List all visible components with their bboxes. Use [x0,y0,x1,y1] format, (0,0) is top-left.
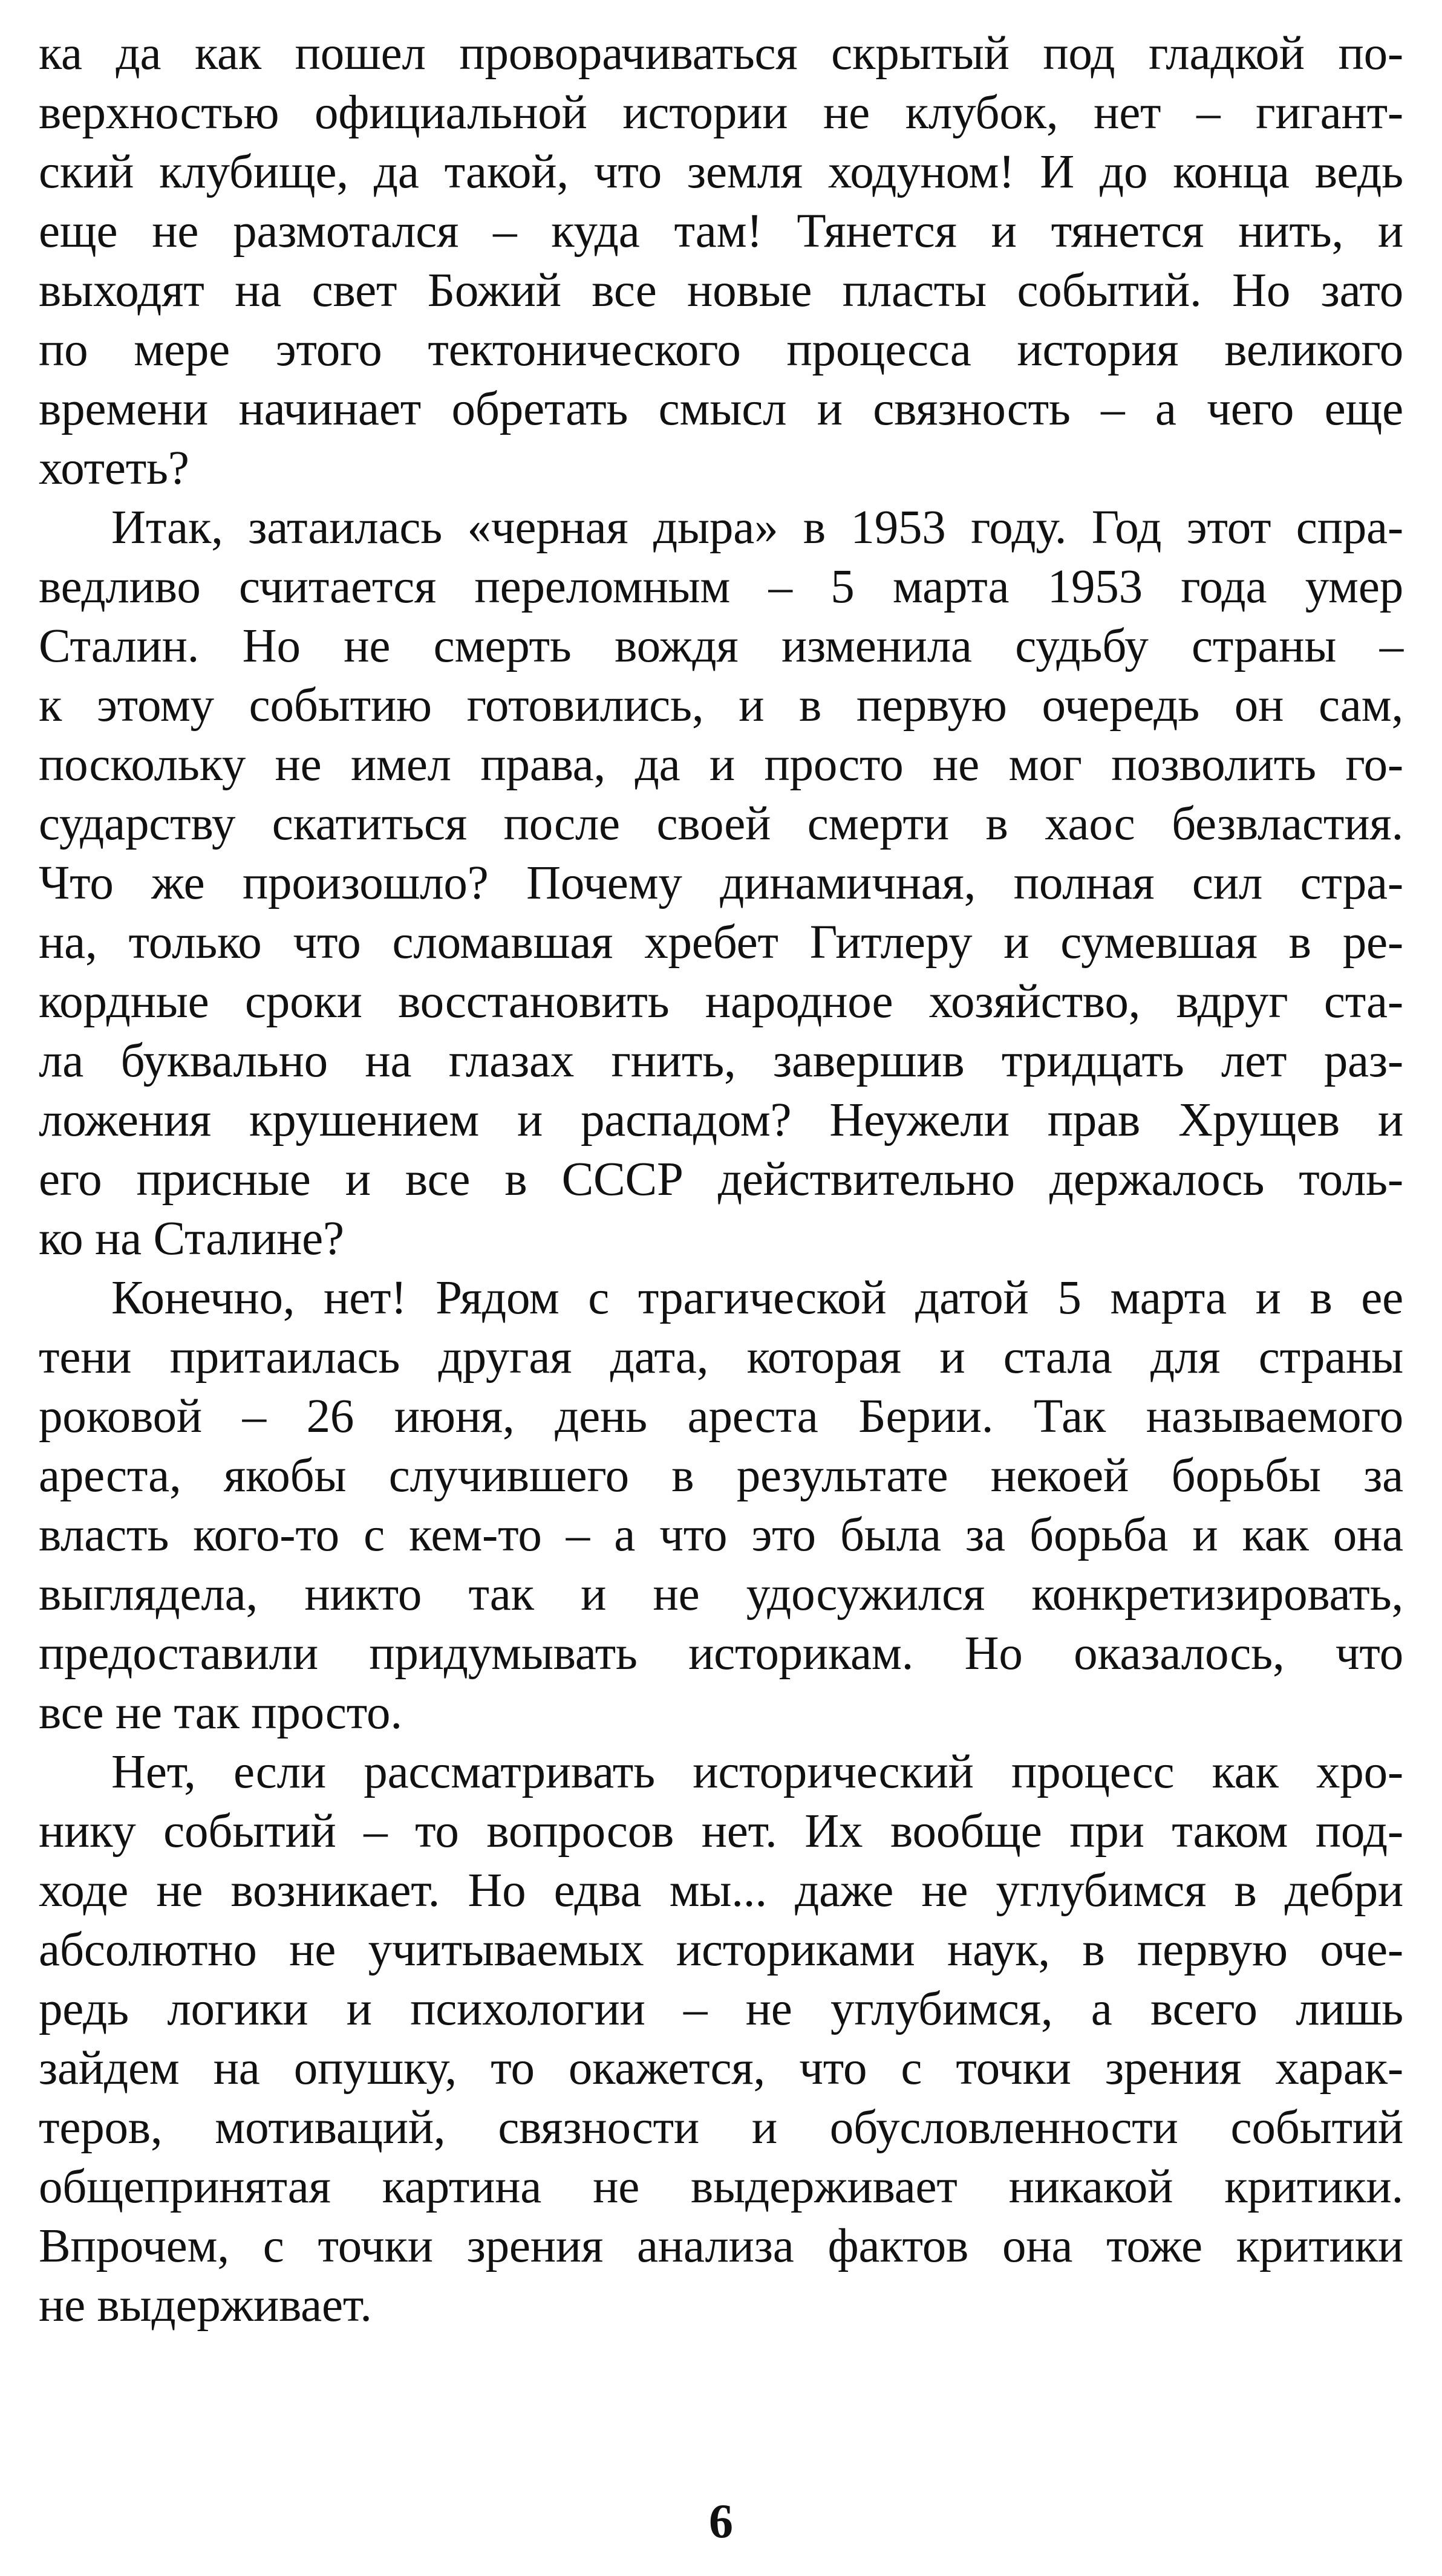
text-line: ский клубище, да такой, что земля ходуном! И до конца ведь [39,146,1403,198]
text-line: к этому событию готовились, и в первую очередь он сам, [39,679,1403,732]
text-line: теров, мотиваций, связности и обусловленности событий [39,2101,1403,2154]
text-line: зайдем на опушку, то окажется, что с точки зрения харак- [39,2042,1403,2095]
text-line: ложения крушением и распадом? Неужели прав Хрущев и [39,1094,1403,1147]
text-line: власть кого-то с кем-то – а что это была за борьба и как она [39,1509,1403,1561]
text-line: роковой – 26 июня, день ареста Берии. Так называемого [39,1390,1403,1443]
text-line: тени притаилась другая дата, которая и стала для страны [39,1331,1403,1384]
text-line: на, только что сломавшая хребет Гитлеру и сумевшая в ре- [39,916,1403,969]
text-line: его присные и все в СССР действительно держалось толь- [39,1153,1403,1206]
page-number: 6 [709,2495,733,2548]
text-line: ведливо считается переломным – 5 марта 1953 года умер [39,561,1403,613]
body-text [39,24,1403,2335]
text-line: ареста, якобы случившего в результате некоей борьбы за [39,1449,1403,1502]
text-line: верхностью официальной истории не клубок, нет – гигант- [39,86,1403,139]
text-line: ходе не возникает. Но едва мы... даже не углубимся в дебри [39,1864,1403,1917]
text-line: хотеть? [39,442,189,495]
text-line: по мере этого тектонического процесса история великого [39,324,1403,376]
text-line: ка да как пошел проворачиваться скрытый под гладкой по- [39,27,1403,80]
paragraph-2 [39,498,1403,1269]
text-line: выглядела, никто так и не удосужился конкретизировать, [39,1568,1403,1621]
text-line: выходят на свет Божий все новые пласты событий. Но зато [39,264,1403,317]
text-line: кордные сроки восстановить народное хозяйство, вдруг ста- [39,975,1403,1028]
paragraph-4 [39,1743,1403,2335]
text-line: времени начинает обретать смысл и связность – а чего еще [39,383,1403,435]
text-line: редь логики и психологии – не углубимся, а всего лишь [39,1983,1403,2035]
text-line: абсолютно не учитываемых историками наук, в первую оче- [39,1924,1403,1976]
text-line: ла буквально на глазах гнить, завершив тридцать лет раз- [39,1035,1403,1087]
text-line: поскольку не имел права, да и просто не мог позволить го- [39,738,1403,791]
text-line: Итак, затаилась «черная дыра» в 1953 году. Год этот спра- [111,501,1403,554]
text-line: предоставили придумывать историкам. Но оказалось, что [39,1627,1403,1680]
text-line: Сталин. Но не смерть вождя изменила судьбу страны – [39,620,1403,672]
text-line: Конечно, нет! Рядом с трагической датой 5 марта и в ее [111,1272,1403,1324]
text-line: общепринятая картина не выдерживает никакой критики. [39,2161,1403,2213]
text-line: все не так просто. [39,1686,402,1739]
text-line: Что же произошло? Почему динамичная, полная сил стра- [39,857,1403,909]
text-line: нику событий – то вопросов нет. Их вообще при таком под- [39,1805,1403,1858]
text-line: сударству скатиться после своей смерти в хаос безвластия. [39,798,1403,850]
paragraph-3 [39,1269,1403,1743]
paragraph-1 [39,24,1403,498]
text-line: Нет, если рассматривать исторический процесс как хро- [111,1746,1403,1798]
text-line: Впрочем, с точки зрения анализа фактов она тоже критики [39,2220,1403,2272]
book-page [39,24,1403,2552]
text-line: ко на Сталине? [39,1212,344,1265]
text-line: не выдерживает. [39,2279,372,2332]
text-line: еще не размотался – куда там! Тянется и тянется нить, и [39,205,1403,258]
